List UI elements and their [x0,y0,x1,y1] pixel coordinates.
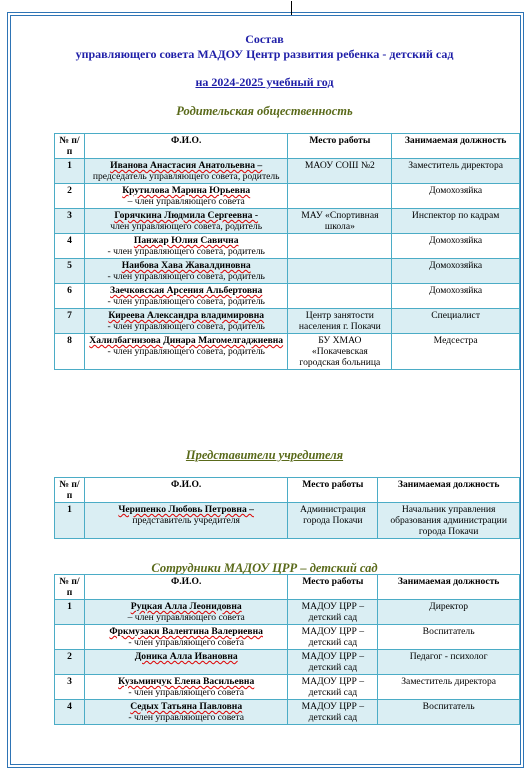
col-header-work: Место работы [288,575,378,600]
cell-position: Заместитель директора [392,159,520,184]
cell-position: Инспектор по кадрам [392,209,520,234]
cell-position: Домохозяйка [392,234,520,259]
table-row [55,259,520,284]
member-name: Крутилова Марина Юрьевна [122,185,251,196]
section-heading-parents: Родительская общественность [176,104,353,118]
cell-num: 1 [55,503,85,539]
doc-year: на 2024-2025 учебный год [195,75,334,89]
cell-name [84,625,288,650]
col-header-name: Ф.И.О. [84,478,287,503]
member-name: Кузьминчук Елена Васильевна [118,676,255,687]
cell-num: 6 [55,284,85,309]
cell-position: Специалист [392,309,520,334]
member-name: Панжар Юлия Савична [133,235,239,246]
cell-name [84,159,288,184]
cell-position: Домохозяйка [392,184,520,209]
col-header-name: Ф.И.О. [84,134,288,159]
cell-work [288,284,392,309]
cell-name [84,284,288,309]
col-header-work: Место работы [288,134,392,159]
table-row [55,650,520,675]
cell-num: 3 [55,209,85,234]
cell-position: Начальник управления образования администрации города Покачи [378,503,520,539]
cell-position: Домохозяйка [392,259,520,284]
cell-name [84,259,288,284]
table-row [55,625,520,650]
member-name: Киреева Александра владимировна [108,310,265,321]
doc-subtitle: управляющего совета МАДОУ Центр развития ребенка - детский сад [75,47,454,61]
cell-work: МАУ «Спортивная школа» [288,209,392,234]
col-header-num: № п/п [55,134,85,159]
cell-num: 1 [55,600,85,625]
table-header-row [55,134,520,159]
cell-position: Воспитатель [378,700,520,725]
cursor-marker [291,1,292,15]
table-row [55,334,520,370]
cell-name [84,675,288,700]
table-row [55,234,520,259]
cell-name [84,600,288,625]
cell-position: Домохозяйка [392,284,520,309]
col-header-num: № п/п [55,575,85,600]
member-role: - член управляющего совета, родитель [107,246,265,257]
section-heading-founder: Представители учредителя [185,448,344,462]
staff-table [54,574,520,725]
col-header-position: Занимаемая должность [392,134,520,159]
table-row [55,209,520,234]
cell-work [288,184,392,209]
founder-table [54,477,520,539]
member-role: член управляющего совета, родитель [110,221,263,232]
member-role: – член управляющего совета [127,612,245,623]
member-name: Заечковская Арсения Альбертовна [110,285,263,296]
member-name: Доника Алла Ивановна [134,651,238,662]
cell-name [84,309,288,334]
member-name: Черипенко Любовь Петровна – [118,504,254,515]
member-role: – член управляющего совета [127,196,245,207]
col-header-work: Место работы [288,478,378,503]
cell-work: БУ ХМАО «Покачевская городская больница [288,334,392,370]
cell-num: 7 [55,309,85,334]
cell-work: МАДОУ ЦРР – детский сад [288,675,378,700]
cell-num [55,625,85,650]
member-role: - член управляющего совета [128,687,245,698]
member-name: Руцкая Алла Леонидовна [130,601,242,612]
col-header-position: Занимаемая должность [378,575,520,600]
cell-num: 2 [55,650,85,675]
doc-title: Состав [245,32,284,46]
cell-name [84,700,288,725]
member-name: Наибова Хава Жавалдиновна [121,260,251,271]
member-role: - член управляющего совета, родитель [107,321,265,332]
cell-name [84,334,288,370]
cell-work: МАДОУ ЦРР – детский сад [288,650,378,675]
member-name: Иванова Анастасия Анатольевна – [110,160,263,171]
parents-table [54,133,520,370]
member-role: представитель учредителя [132,515,240,526]
member-name: Халилбагнизова Динара Магомелгаджиевна [89,335,284,346]
member-name: Седых Татьяна Павловна [130,701,243,712]
table-row [55,700,520,725]
table-row [55,159,520,184]
cell-work: Центр занятости населения г. Покачи [288,309,392,334]
cell-work: МАДОУ ЦРР – детский сад [288,700,378,725]
cell-work: МАДОУ ЦРР – детский сад [288,600,378,625]
member-role: - член управляющего совета [128,637,245,648]
member-role: председатель управляющего совета, родитель [92,171,280,182]
cell-name [84,234,288,259]
table-row [55,675,520,700]
table-row [55,503,520,539]
cell-work: МАДОУ ЦРР – детский сад [288,625,378,650]
col-header-name: Ф.И.О. [84,575,288,600]
cell-num: 2 [55,184,85,209]
cell-position: Педагог - психолог [378,650,520,675]
cell-num: 8 [55,334,85,370]
cell-position: Директор [378,600,520,625]
cell-num: 5 [55,259,85,284]
cell-position: Медсестра [392,334,520,370]
table-header-row [55,478,520,503]
table-row [55,600,520,625]
col-header-position: Занимаемая должность [378,478,520,503]
cell-work [288,234,392,259]
table-header-row [55,575,520,600]
cell-position: Заместитель директора [378,675,520,700]
member-name: Фркмузаки Валентина Валериевна [109,626,263,637]
cell-work: Администрация города Покачи [288,503,378,539]
cell-position: Воспитатель [378,625,520,650]
member-name: Горячкина Людмила Сергеевна - [114,210,259,221]
member-role: - член управляющего совета, родитель [107,346,265,357]
table-row [55,309,520,334]
cell-work [288,259,392,284]
member-role: - член управляющего совета, родитель [107,296,265,307]
cell-name [84,209,288,234]
table-row [55,284,520,309]
cell-num: 3 [55,675,85,700]
cell-name [84,503,287,539]
col-header-num: № п/п [55,478,85,503]
cell-name [84,650,288,675]
cell-num: 4 [55,700,85,725]
cell-num: 4 [55,234,85,259]
member-role: - член управляющего совета [128,712,245,723]
cell-name [84,184,288,209]
cell-num: 1 [55,159,85,184]
cell-work: МАОУ СОШ №2 [288,159,392,184]
table-row [55,184,520,209]
section-heading-staff: Сотрудники МАДОУ ЦРР – детский сад [151,561,378,575]
member-role: - член управляющего совета, родитель [107,271,265,282]
